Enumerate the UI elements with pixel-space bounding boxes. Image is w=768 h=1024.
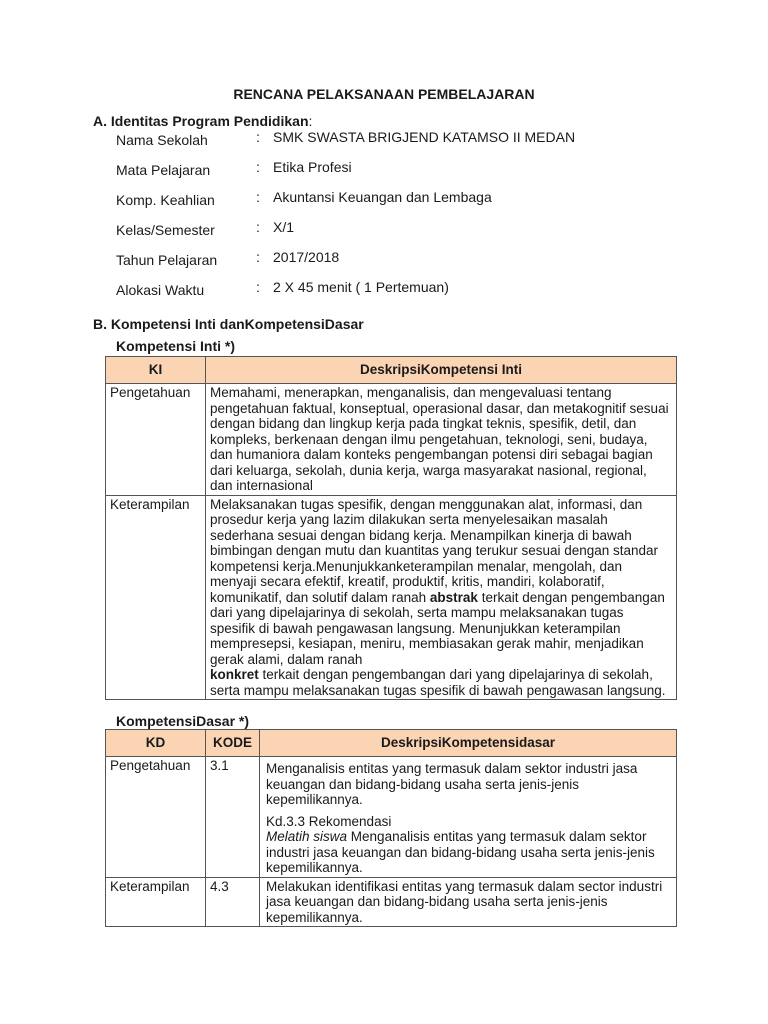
section-a-heading: A. Identitas Program Pendidikan: — [93, 113, 313, 129]
identity-label: Kelas/Semester — [116, 222, 215, 238]
section-b-heading: B. Kompetensi Inti danKompetensiDasar — [93, 316, 364, 332]
identity-value: Akuntansi Keuangan dan Lembaga — [273, 189, 492, 205]
ki-name: Keterampilan — [106, 495, 206, 700]
kd-recommendation: Melatih siswa Menganalisis entitas yang termasuk dalam sektor industri jasa keuangan dan bidang-bidang usaha serta jenis-jenis kepemilikannya. — [266, 829, 655, 875]
table-row — [106, 757, 677, 878]
identity-value: 2 X 45 menit ( 1 Pertemuan) — [273, 279, 449, 295]
identity-colon: : — [256, 249, 260, 265]
kd-desc: Melakukan identifikasi entitas yang termasuk dalam sector industri jasa keuangan dan bidang-bidang usaha serta jenis-jenis kepemilikannya. — [260, 877, 677, 927]
identity-row-expertise — [116, 189, 716, 216]
identity-row-school — [116, 129, 716, 156]
identity-label: Nama Sekolah — [116, 132, 208, 148]
ki-emphasis-abstrak: abstrak — [429, 589, 478, 605]
identity-colon: : — [256, 219, 260, 235]
kd-recommendation-title: Kd.3.3 Rekomendasi — [266, 813, 392, 829]
table-header-row — [106, 730, 677, 757]
kode-header: KODE — [206, 730, 260, 757]
identity-row-class — [116, 219, 716, 246]
kd-code: 3.1 — [206, 757, 260, 878]
identity-value: X/1 — [273, 219, 295, 235]
ki-desc-header: DeskripsiKompetensi Inti — [206, 357, 677, 384]
kd-table — [105, 729, 677, 927]
kd-title: KompetensiDasar *) — [116, 713, 250, 729]
ki-desc: Melaksanakan tugas spesifik, dengan menggunakan alat, informasi, dan prosedur kerja yang lazim dilakukan serta menyelesaikan masalah sederhana sesuai dengan bidang kerja. Menampilkan kinerja di bawah bimbingan dengan mutu dan kuantitas yang terukur sesuai dengan standar kompetensi kerja.Menunjukkanketerampilan menalar, mengolah, dan menyaji secara efektif, kreatif, produktif, kritis, mandiri, kolaboratif, komunikatif, dan solutif dalam ranah abstrak terkait dengan pengembangan dari yang dipelajarinya di sekolah, serta mampu melaksanakan tugas spesifik di bawah pengawasan langsung. Menunjukkan keterampilan mempresepsi, kesiapan, meniru, membiasakan gerak mahir, menjadikan gerak alami, dalam ranah konkret terkait dengan pengembangan dari yang dipelajarinya di sekolah, serta mampu melaksanakan tugas spesifik di bawah pengawasan langsung. — [206, 495, 677, 700]
identity-value: Etika Profesi — [273, 159, 352, 175]
table-header-row — [106, 357, 677, 384]
identity-row-time — [116, 279, 716, 306]
ki-emphasis-konkret: konkret — [210, 667, 259, 682]
ki-name: Pengetahuan — [106, 384, 206, 496]
table-row — [106, 384, 677, 496]
ki-title: Kompetensi Inti *) — [116, 338, 236, 354]
ki-desc: Memahami, menerapkan, menganalisis, dan mengevaluasi tentang pengetahuan faktual, konseptual, operasional dasar, dan metakognitif sesuai dengan bidang dan lingkup kerja pada tingkat teknis, spesifik, detil, dan kompleks, berkenaan dengan ilmu pengetahuan, teknologi, seni, budaya, dan humaniora dalam konteks pengembangan potensi diri sebagai bagian dari keluarga, sekolah, dunia kerja, warga masyarakat nasional, regional, dan internasional — [206, 384, 677, 496]
kd-name: Keterampilan — [106, 877, 206, 927]
ki-table — [105, 356, 677, 700]
identity-label: Mata Pelajaran — [116, 162, 211, 178]
identity-row-year — [116, 249, 716, 276]
table-row — [106, 877, 677, 927]
identity-label: Alokasi Waktu — [116, 282, 205, 298]
identity-value: 2017/2018 — [273, 249, 340, 265]
identity-colon: : — [256, 159, 260, 175]
identity-label: Tahun Pelajaran — [116, 252, 218, 268]
kd-header: KD — [106, 730, 206, 757]
document-title: RENCANA PELAKSANAAN PEMBELAJARAN — [233, 86, 535, 102]
kd-desc-header: DeskripsiKompetensidasar — [260, 730, 677, 757]
kd-desc: Menganalisis entitas yang termasuk dalam sektor industri jasa keuangan dan bidang-bidang usaha serta jenis-jenis kepemilikannya. Kd.3.3 Rekomendasi Melatih siswa Menganalisis entitas yang termasuk dalam sektor industri jasa keuangan dan bidang-bidang usaha serta jenis-jenis kepemilikannya. — [260, 757, 677, 878]
kd-name: Pengetahuan — [106, 757, 206, 878]
kd-code: 4.3 — [206, 877, 260, 927]
ki-header: KI — [106, 357, 206, 384]
identity-row-subject — [116, 159, 716, 186]
identity-label: Komp. Keahlian — [116, 192, 215, 208]
identity-colon: : — [256, 279, 260, 295]
identity-colon: : — [256, 189, 260, 205]
identity-colon: : — [256, 129, 260, 145]
table-row — [106, 495, 677, 700]
identity-value: SMK SWASTA BRIGJEND KATAMSO II MEDAN — [273, 129, 576, 145]
